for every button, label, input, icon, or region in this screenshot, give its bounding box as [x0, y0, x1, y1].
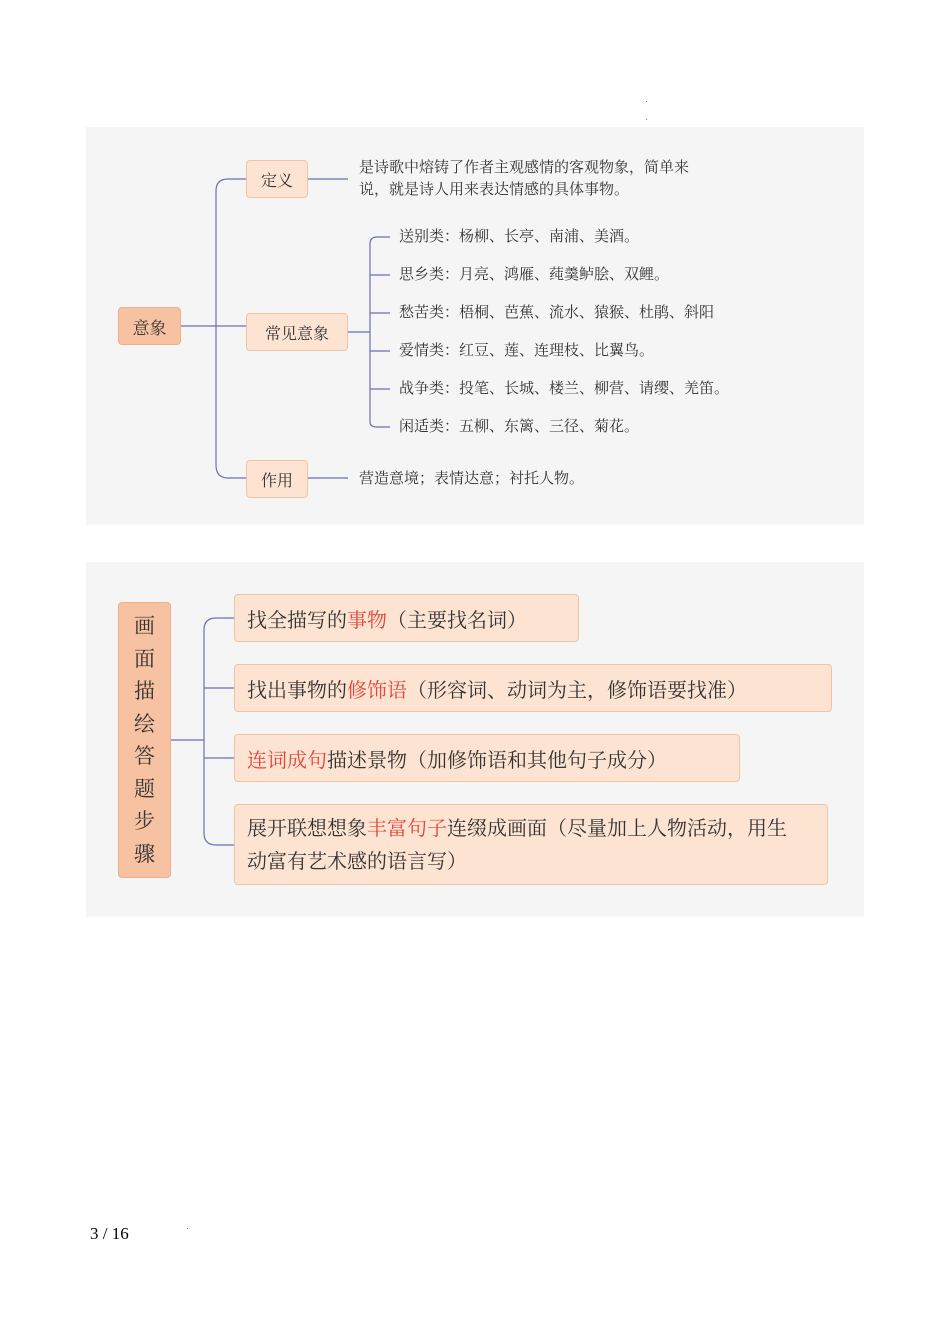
step-1: 找全描写的事物（主要找名词）: [234, 594, 579, 642]
definition-text-line2: 说，就是诗人用来表达情感的具体事物。: [359, 180, 630, 198]
common-item: 战争类：投笔、长城、楼兰、柳营、请缨、羌笛。: [399, 379, 730, 397]
scan-dot: [187, 1228, 188, 1229]
root-char: 骤: [134, 841, 155, 866]
root-node-imagery: 意象: [118, 307, 181, 345]
step-4: 展开联想想象丰富句子连缀成画面（尽量加上人物活动，用生动富有艺术感的语言写）: [234, 804, 828, 885]
imagery-mindmap: [86, 127, 864, 525]
page-number: 3 / 16: [90, 1224, 129, 1243]
node-common-imagery: 常见意象: [246, 313, 348, 351]
common-item: 爱情类：红豆、莲、连理枝、比翼鸟。: [399, 341, 655, 359]
root-char: 描: [134, 679, 155, 703]
root-char: 面: [134, 646, 155, 671]
step-3: 连词成句描述景物（加修饰语和其他句子成分）: [234, 734, 740, 782]
root-char: 答: [134, 744, 155, 768]
root-char: 步: [134, 809, 155, 833]
common-item: 闲适类：五柳、东篱、三径、菊花。: [399, 417, 640, 435]
node-function: 作用: [246, 460, 308, 498]
root-char: 题: [134, 776, 155, 801]
step-2: 找出事物的修饰语（形容词、动词为主，修饰语要找准）: [234, 664, 832, 712]
common-item: 送别类：杨柳、长亭、南浦、美酒。: [399, 227, 640, 245]
root-char: 绘: [134, 711, 155, 736]
definition-text-line1: 是诗歌中熔铸了作者主观感情的客观物象，简单来: [359, 158, 690, 176]
common-item: 愁苦类：梧桐、芭蕉、流水、猿猴、杜鹃、斜阳: [399, 303, 715, 321]
node-definition: 定义: [246, 160, 308, 198]
scan-dot: [646, 101, 647, 102]
common-item: 思乡类：月亮、鸿雁、莼羹鲈脍、双鲤。: [399, 265, 670, 283]
function-text: 营造意境；表情达意；衬托人物。: [359, 469, 585, 487]
root-node-steps: [118, 602, 171, 878]
scan-dot: [646, 119, 647, 120]
root-char: 画: [134, 614, 155, 638]
scene-description-steps: [86, 562, 864, 917]
